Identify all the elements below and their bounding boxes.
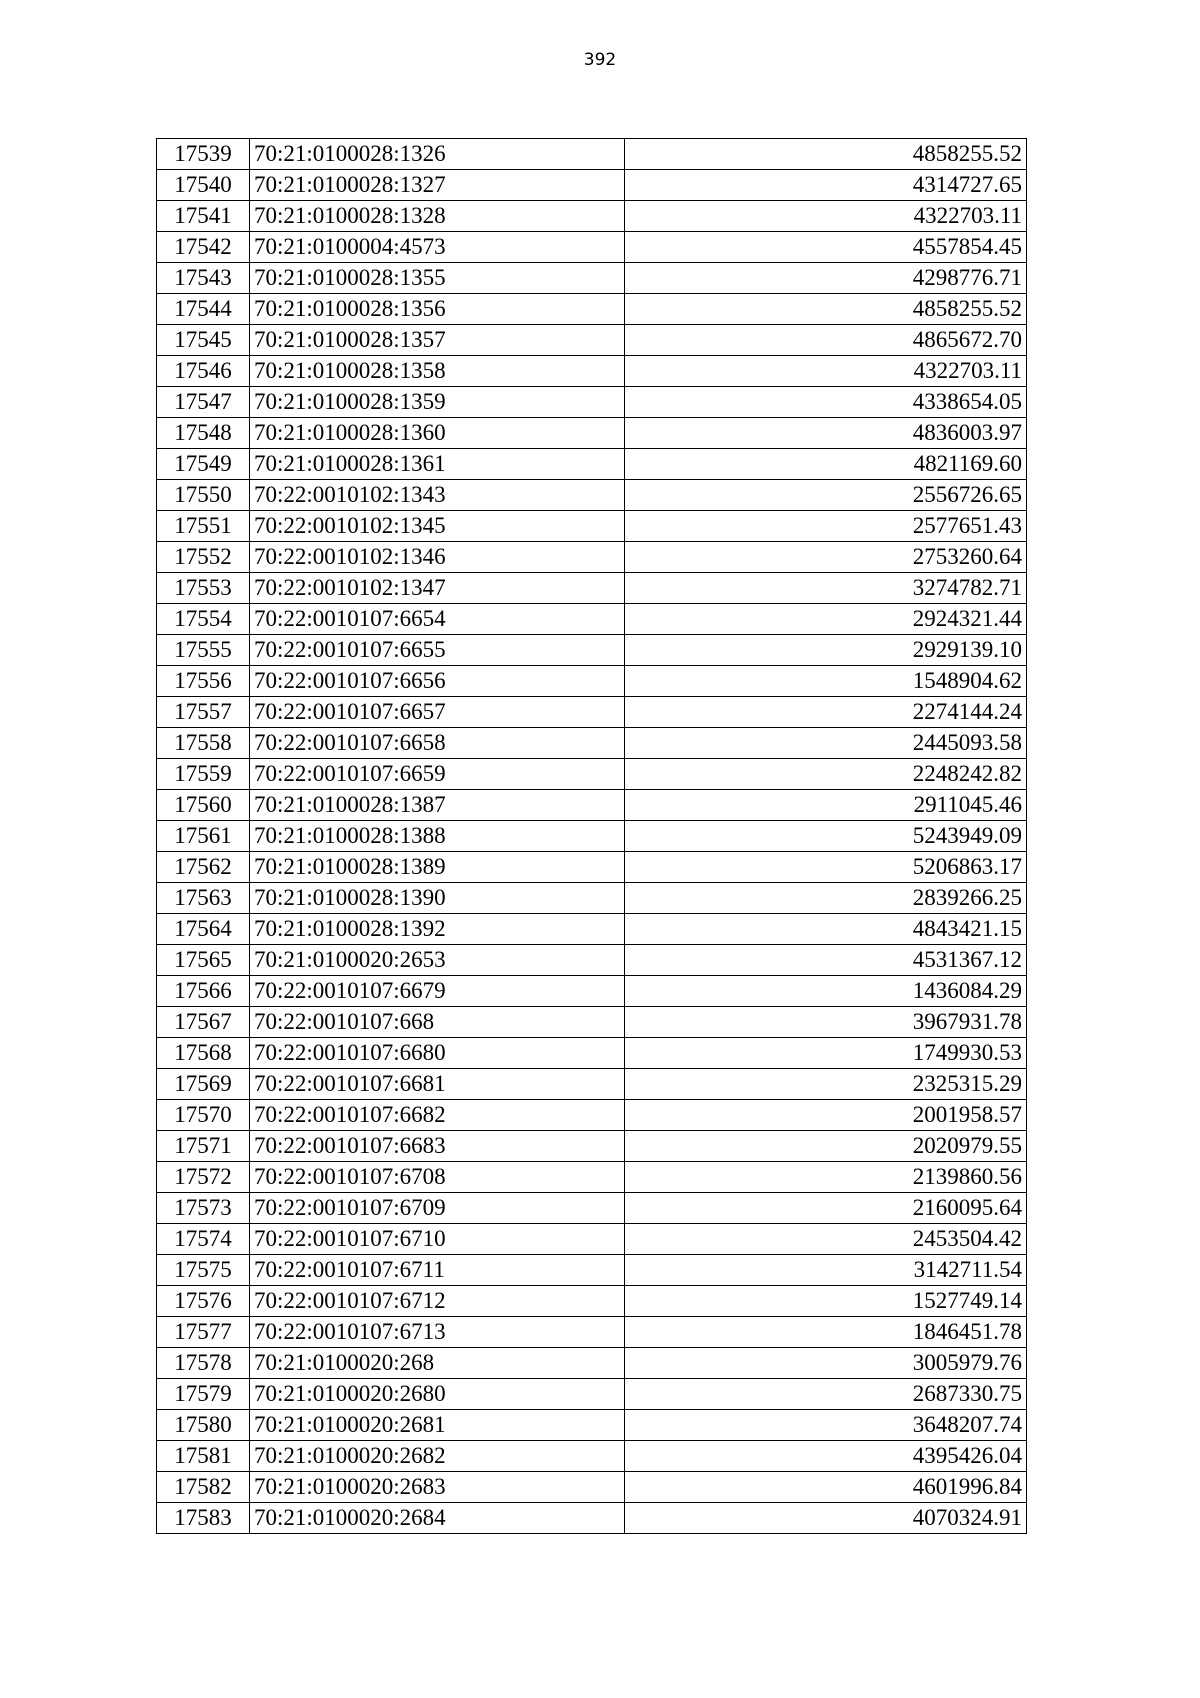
cadastral-value-cell: 3005979.76 <box>625 1348 1027 1379</box>
cadastral-value-cell: 2325315.29 <box>625 1069 1027 1100</box>
table-row <box>157 1286 1027 1317</box>
row-number-cell: 17555 <box>157 635 250 666</box>
table-row <box>157 263 1027 294</box>
table-row <box>157 418 1027 449</box>
cadastral-value-cell: 2929139.10 <box>625 635 1027 666</box>
cadastral-value-cell: 4070324.91 <box>625 1503 1027 1534</box>
table-row <box>157 511 1027 542</box>
row-number-cell: 17574 <box>157 1224 250 1255</box>
table-row <box>157 883 1027 914</box>
cadastral-value-cell: 2911045.46 <box>625 790 1027 821</box>
cadastral-number-cell: 70:22:0010107:6710 <box>250 1224 625 1255</box>
table-row <box>157 852 1027 883</box>
table-row <box>157 480 1027 511</box>
cadastral-number-cell: 70:22:0010107:6679 <box>250 976 625 1007</box>
row-number-cell: 17559 <box>157 759 250 790</box>
table-row <box>157 325 1027 356</box>
row-number-cell: 17548 <box>157 418 250 449</box>
cadastral-number-cell: 70:22:0010107:6682 <box>250 1100 625 1131</box>
cadastral-number-cell: 70:22:0010107:6654 <box>250 604 625 635</box>
cadastral-number-cell: 70:21:0100028:1389 <box>250 852 625 883</box>
cadastral-number-cell: 70:21:0100028:1387 <box>250 790 625 821</box>
cadastral-number-cell: 70:21:0100028:1355 <box>250 263 625 294</box>
table-row <box>157 449 1027 480</box>
table-row <box>157 945 1027 976</box>
table-row <box>157 635 1027 666</box>
cadastral-value-cell: 2556726.65 <box>625 480 1027 511</box>
table-row <box>157 1317 1027 1348</box>
row-number-cell: 17582 <box>157 1472 250 1503</box>
row-number-cell: 17560 <box>157 790 250 821</box>
cadastral-number-cell: 70:21:0100028:1388 <box>250 821 625 852</box>
cadastral-number-cell: 70:22:0010107:6708 <box>250 1162 625 1193</box>
table-row <box>157 1379 1027 1410</box>
cadastral-value-table <box>156 138 1027 1534</box>
cadastral-number-cell: 70:22:0010102:1346 <box>250 542 625 573</box>
table-row <box>157 1348 1027 1379</box>
cadastral-value-cell: 1436084.29 <box>625 976 1027 1007</box>
row-number-cell: 17551 <box>157 511 250 542</box>
cadastral-number-cell: 70:22:0010102:1347 <box>250 573 625 604</box>
cadastral-number-cell: 70:22:0010107:6658 <box>250 728 625 759</box>
row-number-cell: 17571 <box>157 1131 250 1162</box>
cadastral-value-cell: 4865672.70 <box>625 325 1027 356</box>
cadastral-value-cell: 2839266.25 <box>625 883 1027 914</box>
row-number-cell: 17577 <box>157 1317 250 1348</box>
cadastral-value-cell: 4338654.05 <box>625 387 1027 418</box>
cadastral-value-cell: 2139860.56 <box>625 1162 1027 1193</box>
cadastral-number-cell: 70:22:0010102:1343 <box>250 480 625 511</box>
cadastral-value-cell: 2753260.64 <box>625 542 1027 573</box>
cadastral-value-cell: 1846451.78 <box>625 1317 1027 1348</box>
row-number-cell: 17583 <box>157 1503 250 1534</box>
row-number-cell: 17579 <box>157 1379 250 1410</box>
cadastral-number-cell: 70:22:0010107:6656 <box>250 666 625 697</box>
table-row <box>157 232 1027 263</box>
cadastral-number-cell: 70:21:0100028:1326 <box>250 139 625 170</box>
row-number-cell: 17549 <box>157 449 250 480</box>
cadastral-number-cell: 70:21:0100020:268 <box>250 1348 625 1379</box>
cadastral-number-cell: 70:22:0010107:6713 <box>250 1317 625 1348</box>
table-row <box>157 170 1027 201</box>
table-row <box>157 1007 1027 1038</box>
row-number-cell: 17565 <box>157 945 250 976</box>
row-number-cell: 17554 <box>157 604 250 635</box>
cadastral-number-cell: 70:22:0010107:6659 <box>250 759 625 790</box>
table-row <box>157 1069 1027 1100</box>
row-number-cell: 17573 <box>157 1193 250 1224</box>
cadastral-number-cell: 70:22:0010107:6680 <box>250 1038 625 1069</box>
cadastral-value-cell: 4322703.11 <box>625 201 1027 232</box>
table-row <box>157 1503 1027 1534</box>
row-number-cell: 17581 <box>157 1441 250 1472</box>
row-number-cell: 17568 <box>157 1038 250 1069</box>
cadastral-value-cell: 3274782.71 <box>625 573 1027 604</box>
cadastral-number-cell: 70:22:0010107:6712 <box>250 1286 625 1317</box>
row-number-cell: 17562 <box>157 852 250 883</box>
page-number: 392 <box>583 50 617 70</box>
table-row <box>157 604 1027 635</box>
table-row <box>157 790 1027 821</box>
row-number-cell: 17572 <box>157 1162 250 1193</box>
cadastral-number-cell: 70:21:0100028:1358 <box>250 356 625 387</box>
row-number-cell: 17539 <box>157 139 250 170</box>
table-row <box>157 1193 1027 1224</box>
cadastral-number-cell: 70:21:0100020:2681 <box>250 1410 625 1441</box>
table-body <box>157 139 1027 1534</box>
table-row <box>157 1224 1027 1255</box>
cadastral-value-cell: 1527749.14 <box>625 1286 1027 1317</box>
table-row <box>157 1472 1027 1503</box>
cadastral-number-cell: 70:22:0010107:6655 <box>250 635 625 666</box>
cadastral-value-cell: 2687330.75 <box>625 1379 1027 1410</box>
cadastral-value-cell: 4843421.15 <box>625 914 1027 945</box>
table-row <box>157 1100 1027 1131</box>
cadastral-number-cell: 70:21:0100028:1390 <box>250 883 625 914</box>
table-row <box>157 294 1027 325</box>
table-row <box>157 914 1027 945</box>
row-number-cell: 17541 <box>157 201 250 232</box>
row-number-cell: 17542 <box>157 232 250 263</box>
table-row <box>157 666 1027 697</box>
cadastral-value-cell: 4298776.71 <box>625 263 1027 294</box>
row-number-cell: 17557 <box>157 697 250 728</box>
cadastral-number-cell: 70:21:0100020:2683 <box>250 1472 625 1503</box>
table-row <box>157 821 1027 852</box>
table-row <box>157 573 1027 604</box>
row-number-cell: 17580 <box>157 1410 250 1441</box>
cadastral-value-cell: 3967931.78 <box>625 1007 1027 1038</box>
cadastral-number-cell: 70:21:0100004:4573 <box>250 232 625 263</box>
table-row <box>157 1410 1027 1441</box>
table-row <box>157 1255 1027 1286</box>
cadastral-number-cell: 70:22:0010107:6657 <box>250 697 625 728</box>
cadastral-number-cell: 70:22:0010107:6681 <box>250 1069 625 1100</box>
table-row <box>157 1162 1027 1193</box>
cadastral-number-cell: 70:22:0010107:6711 <box>250 1255 625 1286</box>
table-row <box>157 1038 1027 1069</box>
row-number-cell: 17569 <box>157 1069 250 1100</box>
table-row <box>157 976 1027 1007</box>
row-number-cell: 17576 <box>157 1286 250 1317</box>
row-number-cell: 17545 <box>157 325 250 356</box>
cadastral-number-cell: 70:22:0010102:1345 <box>250 511 625 542</box>
row-number-cell: 17564 <box>157 914 250 945</box>
row-number-cell: 17570 <box>157 1100 250 1131</box>
row-number-cell: 17575 <box>157 1255 250 1286</box>
cadastral-number-cell: 70:21:0100028:1357 <box>250 325 625 356</box>
table-row <box>157 728 1027 759</box>
row-number-cell: 17566 <box>157 976 250 1007</box>
cadastral-value-cell: 4531367.12 <box>625 945 1027 976</box>
cadastral-value-cell: 2274144.24 <box>625 697 1027 728</box>
table-row <box>157 697 1027 728</box>
cadastral-value-cell: 4858255.52 <box>625 139 1027 170</box>
cadastral-value-cell: 4395426.04 <box>625 1441 1027 1472</box>
row-number-cell: 17550 <box>157 480 250 511</box>
row-number-cell: 17561 <box>157 821 250 852</box>
cadastral-value-cell: 4858255.52 <box>625 294 1027 325</box>
cadastral-value-cell: 2453504.42 <box>625 1224 1027 1255</box>
row-number-cell: 17553 <box>157 573 250 604</box>
cadastral-number-cell: 70:21:0100028:1327 <box>250 170 625 201</box>
cadastral-value-cell: 3142711.54 <box>625 1255 1027 1286</box>
cadastral-value-cell: 1749930.53 <box>625 1038 1027 1069</box>
row-number-cell: 17558 <box>157 728 250 759</box>
table-row <box>157 1131 1027 1162</box>
cadastral-number-cell: 70:21:0100020:2684 <box>250 1503 625 1534</box>
cadastral-number-cell: 70:21:0100020:2682 <box>250 1441 625 1472</box>
cadastral-value-cell: 5243949.09 <box>625 821 1027 852</box>
cadastral-value-cell: 4322703.11 <box>625 356 1027 387</box>
cadastral-number-cell: 70:21:0100028:1361 <box>250 449 625 480</box>
row-number-cell: 17546 <box>157 356 250 387</box>
cadastral-number-cell: 70:21:0100020:2653 <box>250 945 625 976</box>
row-number-cell: 17552 <box>157 542 250 573</box>
table-row <box>157 759 1027 790</box>
cadastral-value-cell: 2160095.64 <box>625 1193 1027 1224</box>
cadastral-value-cell: 3648207.74 <box>625 1410 1027 1441</box>
table-row <box>157 387 1027 418</box>
cadastral-value-cell: 2248242.82 <box>625 759 1027 790</box>
cadastral-value-cell: 2577651.43 <box>625 511 1027 542</box>
cadastral-value-cell: 2001958.57 <box>625 1100 1027 1131</box>
cadastral-number-cell: 70:21:0100028:1359 <box>250 387 625 418</box>
cadastral-number-cell: 70:21:0100020:2680 <box>250 1379 625 1410</box>
row-number-cell: 17540 <box>157 170 250 201</box>
row-number-cell: 17544 <box>157 294 250 325</box>
row-number-cell: 17556 <box>157 666 250 697</box>
cadastral-number-cell: 70:21:0100028:1356 <box>250 294 625 325</box>
table-row <box>157 356 1027 387</box>
row-number-cell: 17563 <box>157 883 250 914</box>
cadastral-value-cell: 4557854.45 <box>625 232 1027 263</box>
row-number-cell: 17578 <box>157 1348 250 1379</box>
table-row <box>157 201 1027 232</box>
cadastral-value-cell: 5206863.17 <box>625 852 1027 883</box>
cadastral-number-cell: 70:21:0100028:1360 <box>250 418 625 449</box>
row-number-cell: 17567 <box>157 1007 250 1038</box>
cadastral-value-cell: 4836003.97 <box>625 418 1027 449</box>
table-row <box>157 1441 1027 1472</box>
cadastral-value-cell: 2924321.44 <box>625 604 1027 635</box>
cadastral-number-cell: 70:22:0010107:6709 <box>250 1193 625 1224</box>
row-number-cell: 17547 <box>157 387 250 418</box>
cadastral-value-cell: 1548904.62 <box>625 666 1027 697</box>
row-number-cell: 17543 <box>157 263 250 294</box>
cadastral-number-cell: 70:21:0100028:1392 <box>250 914 625 945</box>
cadastral-number-cell: 70:22:0010107:6683 <box>250 1131 625 1162</box>
cadastral-value-cell: 2020979.55 <box>625 1131 1027 1162</box>
table-row <box>157 139 1027 170</box>
cadastral-number-cell: 70:21:0100028:1328 <box>250 201 625 232</box>
cadastral-value-cell: 4821169.60 <box>625 449 1027 480</box>
cadastral-value-cell: 4601996.84 <box>625 1472 1027 1503</box>
cadastral-number-cell: 70:22:0010107:668 <box>250 1007 625 1038</box>
cadastral-value-cell: 2445093.58 <box>625 728 1027 759</box>
cadastral-value-cell: 4314727.65 <box>625 170 1027 201</box>
table-row <box>157 542 1027 573</box>
